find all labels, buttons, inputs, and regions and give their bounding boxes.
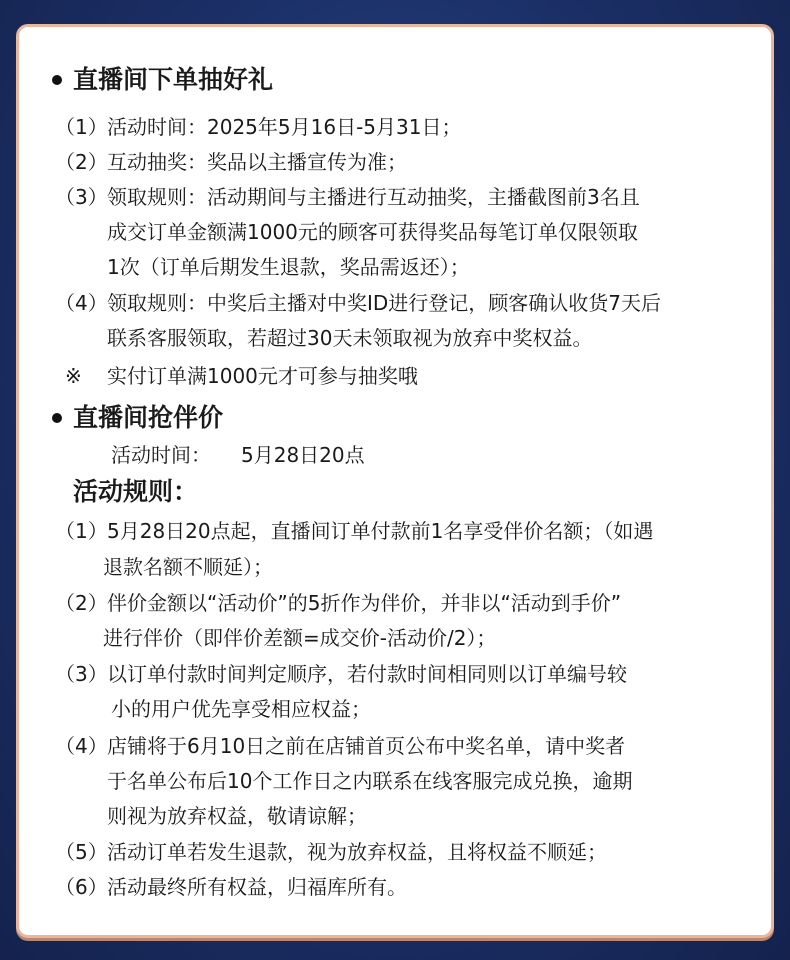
s1-item3-line3: 1次（订单后期发生退款，奖品需返还）； <box>107 255 470 279</box>
s2-item6-num: （6） <box>55 875 108 899</box>
s1-item4-line2: 联系客服领取，若超过30天未领取视为放弃中奖权益。 <box>107 326 593 350</box>
s1-item1-num: （1） <box>55 115 108 139</box>
s2-item3-line1: 以订单付款时间判定顺序，若付款时间相同则以订单编号较 <box>107 662 627 686</box>
s2-item5-num: （5） <box>55 840 108 864</box>
note-mark: ※ <box>65 364 82 388</box>
s1-item3-num: （3） <box>55 185 108 209</box>
s1-item3-line1: 领取规则：活动期间与主播进行互动抽奖，主播截图前3名且 <box>107 185 640 209</box>
s2-item3-num: （3） <box>55 662 108 686</box>
time-label: 活动时间： <box>111 443 211 467</box>
s2-item6-line1: 活动最终所有权益，归福库所有。 <box>107 875 407 899</box>
s1-item2-num: （2） <box>55 150 108 174</box>
s1-item4-line1: 领取规则：中奖后主播对中奖ID进行登记，顾客确认收货7天后 <box>107 291 662 315</box>
s2-item1-num: （1） <box>55 519 108 543</box>
bullet-icon <box>52 413 62 423</box>
s2-item3-line2: 小的用户优先享受相应权益； <box>111 697 371 721</box>
s1-item3-line2: 成交订单金额满1000元的顾客可获得奖品每笔订单仅限领取 <box>107 220 638 244</box>
s2-item2-num: （2） <box>55 591 108 615</box>
s2-item4-num: （4） <box>55 734 108 758</box>
s2-item1-line2: 退款名额不顺延）； <box>103 555 273 579</box>
s1-item1-line1: 活动时间：2025年5月16日-5月31日； <box>107 115 462 139</box>
s2-item4-line1: 店铺将于6月10日之前在店铺首页公布中奖名单，请中奖者 <box>107 734 626 758</box>
section1-title: 直播间下单抽好礼 <box>73 65 274 94</box>
rules-card <box>16 24 774 938</box>
s1-item4-num: （4） <box>55 291 108 315</box>
bullet-icon <box>52 75 62 85</box>
rules-title: 活动规则： <box>73 477 199 506</box>
s2-item2-line2: 进行伴价（即伴价差额=成交价-活动价/2）； <box>103 626 497 650</box>
section2-title: 直播间抢伴价 <box>73 403 224 432</box>
s2-item2-line1: 伴价金额以“活动价”的5折作为伴价，并非以“活动到手价” <box>107 591 622 615</box>
s2-item4-line3: 则视为放弃权益，敬请谅解； <box>107 804 367 828</box>
s2-item5-line1: 活动订单若发生退款，视为放弃权益，且将权益不顺延； <box>107 840 607 864</box>
time-value: 5月28日20点 <box>241 443 365 467</box>
s1-item2-line1: 互动抽奖：奖品以主播宣传为准； <box>107 150 407 174</box>
note-text: 实付订单满1000元才可参与抽奖哦 <box>107 364 418 388</box>
s2-item1-line1: 5月28日20点起，直播间订单付款前1名享受伴价名额；（如遇 <box>107 519 654 543</box>
s2-item4-line2: 于名单公布后10个工作日之内联系在线客服完成兑换，逾期 <box>107 769 633 793</box>
